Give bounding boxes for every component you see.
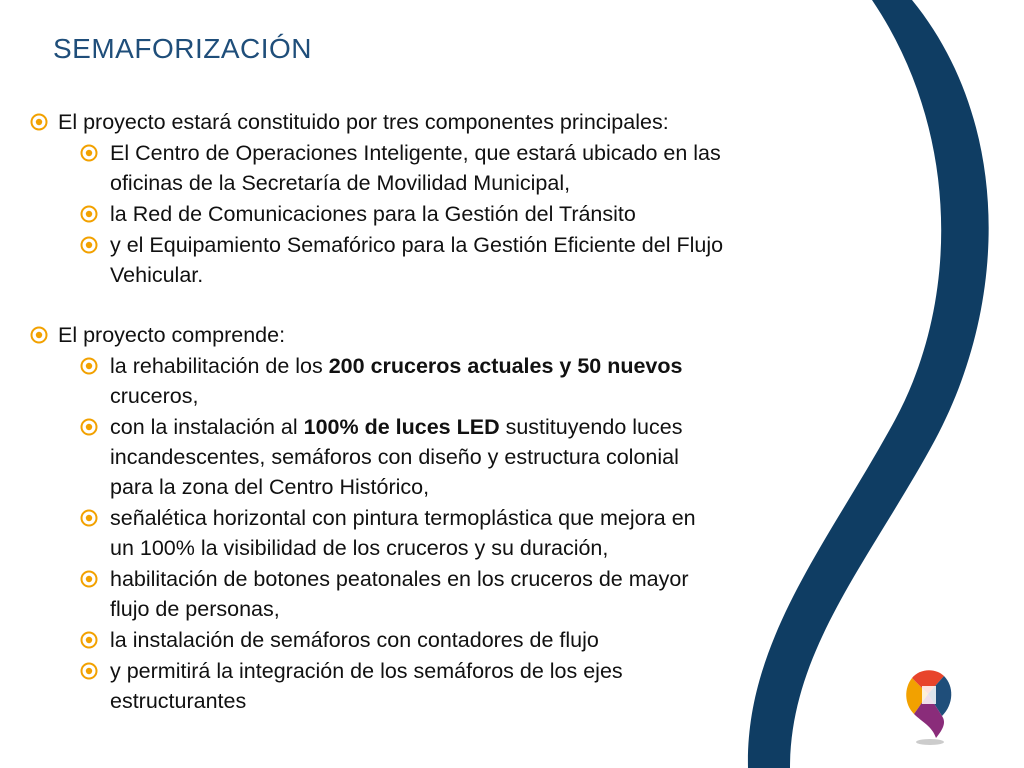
scope-1-line2: cruceros, [110, 384, 199, 408]
target-bullet-icon [80, 236, 98, 254]
target-bullet-icon [30, 326, 48, 344]
scope-1-line1: la rehabilitación de los 200 cruceros actuales y 50 nuevos [110, 354, 683, 378]
component-1-line2: oficinas de la Secretaría de Movilidad Municipal, [110, 171, 571, 195]
scope-2-line2: incandescentes, semáforos con diseño y estructura colonial [110, 445, 679, 469]
target-bullet-icon [80, 662, 98, 680]
scope-4-line1: habilitación de botones peatonales en los cruceros de mayor [110, 567, 689, 591]
scope-4-line2: flujo de personas, [110, 597, 280, 621]
target-bullet-icon [80, 570, 98, 588]
section2-intro: El proyecto comprende: [58, 323, 286, 347]
section1-intro: El proyecto estará constituido por tres componentes principales: [58, 110, 669, 134]
target-bullet-icon [80, 631, 98, 649]
scope-6-line1: y permitirá la integración de los semáforos de los ejes [110, 659, 623, 683]
scope-6-line2: estructurantes [110, 689, 247, 713]
target-bullet-icon [80, 144, 98, 162]
target-bullet-icon [30, 113, 48, 131]
component-1-line1: El Centro de Operaciones Inteligente, que estará ubicado en las [110, 141, 721, 165]
target-bullet-icon [80, 509, 98, 527]
target-bullet-icon [80, 357, 98, 375]
scope-3-line1: señalética horizontal con pintura termoplástica que mejora en [110, 506, 696, 530]
target-bullet-icon [80, 418, 98, 436]
scope-2-line1: con la instalación al 100% de luces LED sustituyendo luces [110, 415, 683, 439]
scope-2-line3: para la zona del Centro Histórico, [110, 475, 430, 499]
component-3-line2: Vehicular. [110, 263, 204, 287]
scope-5-line1: la instalación de semáforos con contadores de flujo [110, 628, 599, 652]
target-bullet-icon [80, 205, 98, 223]
component-2-line1: la Red de Comunicaciones para la Gestión del Tránsito [110, 202, 636, 226]
logo-icon [902, 664, 958, 748]
component-3-line1: y el Equipamiento Semafórico para la Gestión Eficiente del Flujo [110, 233, 724, 257]
slide-title: SEMAFORIZACIÓN [53, 33, 313, 64]
scope-3-line2: un 100% la visibilidad de los cruceros y su duración, [110, 536, 609, 560]
